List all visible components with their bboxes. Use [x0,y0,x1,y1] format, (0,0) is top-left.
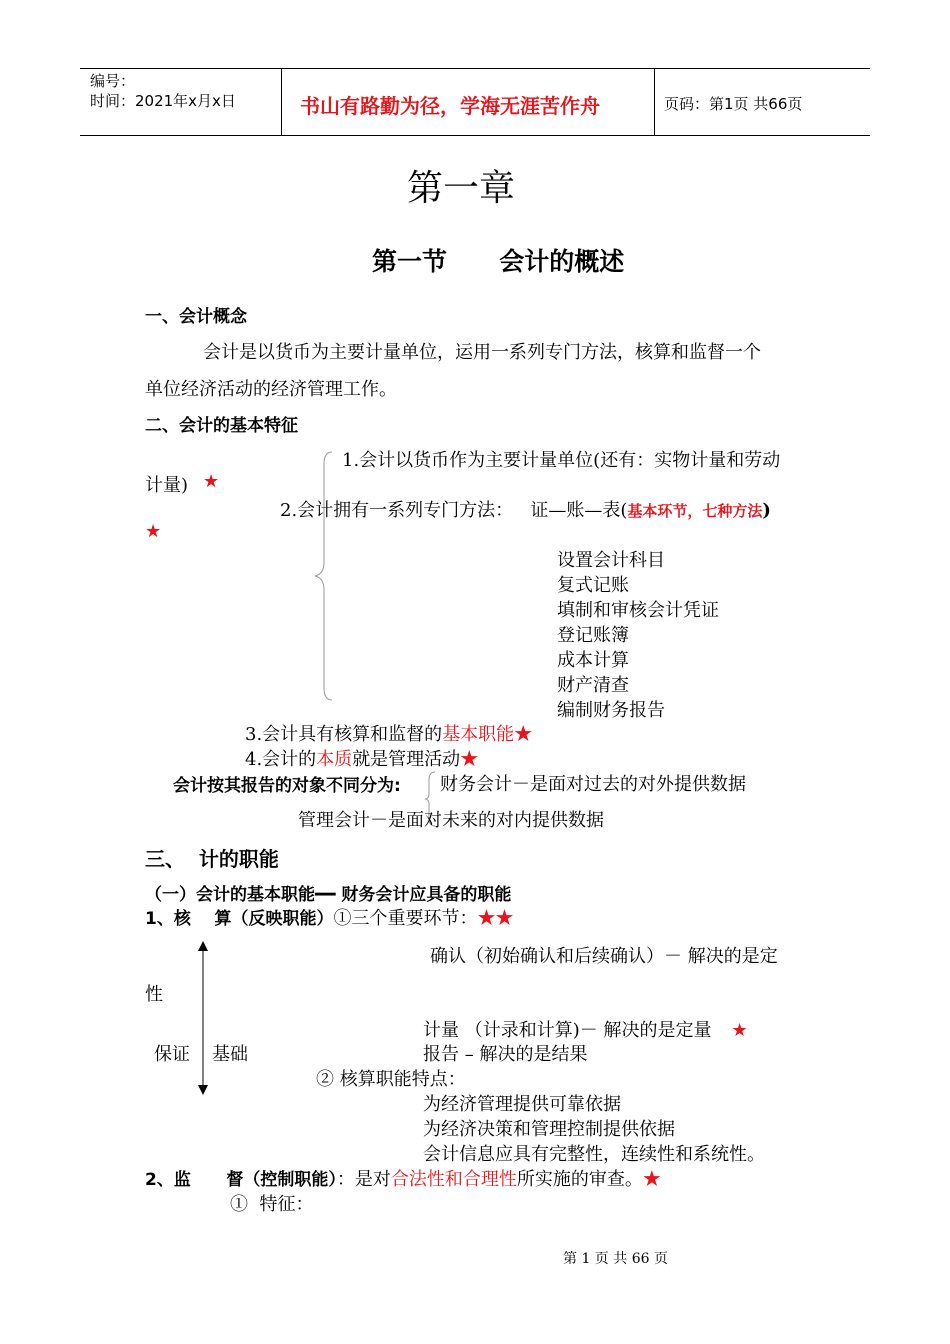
double-arrow-icon [196,940,210,1096]
accounting-feature: 会计信息应具有完整性，连续性和系统性。 [423,1144,765,1165]
feature-3-text: 3.会计具有核算和监督的 [245,724,443,745]
feature-2-star-icon: ★ [145,521,162,542]
section-heading-concept: 一、会计概念 [145,307,247,327]
measure-star-icon: ★ [731,1020,748,1041]
supervision-item [145,1165,661,1191]
feature-4-star-icon: ★ [460,749,479,770]
section-title: 第一节 会计的概述 [372,247,625,276]
feature-4 [245,745,478,771]
double-star-icon: ★★ [477,908,514,929]
accounting-item-title: 1、核 算（反映职能） [145,909,334,929]
header-motto: 书山有路勤为径，学海无涯苦作舟 [300,94,600,118]
management-accounting: 管理会计－是面对未来的对内提供数据 [298,810,604,831]
supervision-star-icon: ★ [642,1169,661,1190]
feature-3 [245,720,532,746]
method-item: 填制和审核会计凭证 [557,600,719,621]
feature-4-red: 本质 [316,749,353,770]
supervision-item-pre: ：是对 [336,1169,391,1190]
report-line: 报告 – 解决的是结果 [423,1044,588,1065]
header-top-border [80,68,870,69]
accounting-item [145,904,514,930]
concept-paragraph-line2: 单位经济活动的经济管理工作。 [145,379,397,400]
accounting-feature: 为经济决策和管理控制提供依据 [423,1119,675,1140]
section-heading-features: 二、会计的基本特征 [145,416,298,436]
method-item: 编制财务报告 [557,700,665,721]
features-title: ② 核算职能特点： [316,1069,466,1090]
header-page-label: 页码：第1页 共66页 [664,95,803,113]
measure-text: 计量 （计录和计算)－ 解决的是定量 [423,1020,712,1041]
feature-4-text: 4.会计的 [245,749,317,770]
confirm-line1: 确认（初始确认和后续确认）－ 解决的是定 [430,946,778,967]
header-bottom-border [80,135,870,136]
method-item: 成本计算 [557,650,629,671]
supervision-item-post: 所实施的审查。 [516,1169,643,1190]
report-type-label: 会计按其报告的对象不同分为: [173,776,401,796]
feature-2-close: ) [762,500,771,521]
feature-2-red-note: 基本环节，七种方法 [627,502,763,520]
section-heading-functions: 三、 计的职能 [145,847,279,871]
serial-label: 编号： [90,72,136,90]
method-item: 财产清查 [557,675,629,696]
left-brace-icon [312,450,334,702]
financial-accounting: 财务会计－是面对过去的对外提供数据 [440,774,746,795]
concept-paragraph-line1: 会计是以货币为主要计量单位，运用一系列专门方法，核算和监督一个 [203,342,761,363]
header-divider-2 [654,68,655,136]
feature-1-line1: 1.会计以货币作为主要计量单位(还有：实物计量和劳动 [342,450,781,471]
feature-1-star-icon: ★ [203,471,220,492]
basic-functions-subheading: （一）会计的基本职能━━ 财务会计应具备的职能 [145,885,512,905]
confirm-line2: 性 [145,984,163,1005]
feature-2-prefix: 2.会计拥有一系列专门方法： 证—账—表( [280,500,628,521]
basis-label: 基础 [212,1044,248,1065]
feature-4-post: 就是管理活动 [352,749,461,770]
feature-3-red: 基本职能 [442,724,515,745]
time-label: 时间：2021年x月x日 [90,92,236,110]
supervision-item-red: 合法性和合理性 [390,1169,517,1190]
accounting-item-text: ①三个重要环节： [333,908,478,929]
feature-1-line2: 计量) [145,475,189,496]
header-divider-1 [281,68,282,136]
method-item: 登记账簿 [557,625,629,646]
accounting-feature: 为经济管理提供可靠依据 [423,1094,621,1115]
supervision-features-label: ① 特征： [230,1194,314,1215]
feature-2-text [280,496,771,522]
measure-line [423,1016,748,1042]
chapter-title: 第一章 [407,168,516,209]
method-item: 复式记账 [557,575,629,596]
footer-page-number: 第 1 页 共 66 页 [563,1251,668,1267]
feature-3-star-icon: ★ [514,724,533,745]
method-item: 设置会计科目 [557,550,665,571]
supervision-item-title: 2、监 督（控制职能） [145,1170,337,1190]
guarantee-label: 保证 [154,1044,190,1065]
